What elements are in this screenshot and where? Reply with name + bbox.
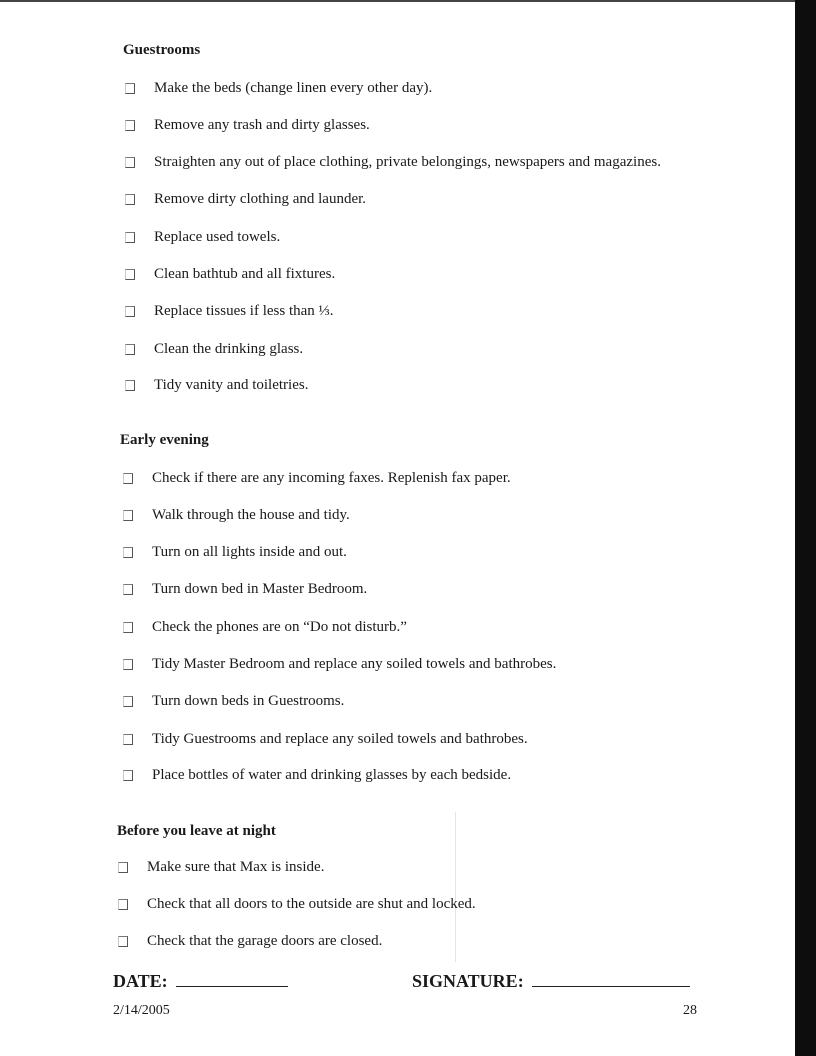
checklist-item bbox=[125, 191, 366, 208]
checklist-item-text: Tidy Master Bedroom and replace any soiled towels and bathrobes. bbox=[152, 656, 557, 672]
checkbox-icon[interactable] bbox=[125, 380, 135, 391]
checklist-item bbox=[125, 80, 432, 97]
signature-field bbox=[412, 970, 690, 992]
checklist-item bbox=[123, 619, 407, 636]
checkbox-icon[interactable] bbox=[123, 696, 133, 707]
checklist-item bbox=[123, 731, 528, 748]
checkbox-icon[interactable] bbox=[125, 157, 135, 168]
checklist-item-text: Place bottles of water and drinking glasses by each bedside. bbox=[152, 767, 512, 783]
checklist-item bbox=[118, 896, 476, 913]
checkbox-icon[interactable] bbox=[123, 659, 133, 670]
checklist-item-text: Make the beds (change linen every other day). bbox=[154, 80, 433, 96]
checkbox-icon[interactable] bbox=[123, 547, 133, 558]
checklist-item-text: Check the phones are on “Do not disturb.” bbox=[152, 619, 407, 635]
checklist-item-text: Turn down bed in Master Bedroom. bbox=[152, 581, 368, 597]
checklist-item-text: Check that the garage doors are closed. bbox=[147, 933, 383, 949]
page-number: 28 bbox=[683, 1003, 697, 1018]
checklist-item bbox=[123, 656, 556, 673]
checklist-item-text: Remove dirty clothing and launder. bbox=[154, 191, 367, 207]
checklist-item-text: Clean bathtub and all fixtures. bbox=[154, 266, 336, 282]
checklist-item bbox=[125, 154, 661, 171]
section-heading-early-evening: Early evening bbox=[120, 432, 209, 448]
checkbox-icon[interactable] bbox=[125, 83, 135, 94]
date-field bbox=[113, 970, 288, 992]
checklist-item-text: Replace used towels. bbox=[154, 229, 281, 245]
checklist-item-text: Check that all doors to the outside are shut and locked. bbox=[147, 896, 476, 912]
checkbox-icon[interactable] bbox=[123, 622, 133, 633]
checklist-item bbox=[123, 507, 350, 524]
signature-line[interactable] bbox=[532, 970, 690, 987]
checkbox-icon[interactable] bbox=[125, 120, 135, 131]
checkbox-icon[interactable] bbox=[125, 344, 135, 355]
checkbox-icon[interactable] bbox=[123, 510, 133, 521]
signature-label: SIGNATURE: bbox=[412, 971, 524, 991]
checkbox-icon[interactable] bbox=[125, 194, 135, 205]
date-line[interactable] bbox=[176, 970, 288, 987]
section-heading-before-you-leave: Before you leave at night bbox=[117, 823, 276, 839]
scan-edge bbox=[795, 0, 816, 1056]
checklist-item bbox=[118, 933, 382, 950]
checklist-item bbox=[125, 266, 335, 283]
footer-date: 2/14/2005 bbox=[113, 1003, 170, 1018]
checklist-item bbox=[125, 377, 308, 394]
checkbox-icon[interactable] bbox=[118, 862, 128, 873]
checkbox-icon[interactable] bbox=[125, 269, 135, 280]
checkbox-icon[interactable] bbox=[125, 306, 135, 317]
checklist-item-text: Check if there are any incoming faxes. Replenish fax paper. bbox=[152, 470, 511, 486]
checkbox-icon[interactable] bbox=[123, 770, 133, 781]
checkbox-icon[interactable] bbox=[123, 584, 133, 595]
checkbox-icon[interactable] bbox=[118, 936, 128, 947]
checklist-item bbox=[125, 341, 303, 358]
checklist-item bbox=[123, 693, 344, 710]
checklist-item-text: Straighten any out of place clothing, private belongings, newspapers and magazines. bbox=[154, 154, 661, 170]
checklist-item bbox=[123, 767, 511, 784]
checklist-item-text: Walk through the house and tidy. bbox=[152, 507, 350, 523]
checklist-item bbox=[123, 581, 367, 598]
section-heading-guestrooms: Guestrooms bbox=[123, 42, 201, 58]
checklist-item-text: Remove any trash and dirty glasses. bbox=[154, 117, 370, 133]
checkbox-icon[interactable] bbox=[123, 473, 133, 484]
checklist-item-text: Turn down beds in Guestrooms. bbox=[152, 693, 345, 709]
checklist-item bbox=[123, 470, 511, 487]
checklist-item bbox=[123, 544, 347, 561]
checklist-item-text: Clean the drinking glass. bbox=[154, 341, 304, 357]
checklist-item-text: Turn on all lights inside and out. bbox=[152, 544, 347, 560]
checkbox-icon[interactable] bbox=[123, 734, 133, 745]
checkbox-icon[interactable] bbox=[118, 899, 128, 910]
checklist-item bbox=[125, 303, 334, 320]
checklist-item-text: Tidy vanity and toiletries. bbox=[154, 377, 309, 393]
checklist-item bbox=[125, 229, 280, 246]
checklist-item bbox=[118, 859, 324, 876]
checklist-item-text: Make sure that Max is inside. bbox=[147, 859, 325, 875]
scan-artifact bbox=[455, 812, 456, 962]
checkbox-icon[interactable] bbox=[125, 232, 135, 243]
date-label: DATE: bbox=[113, 971, 168, 991]
checklist-item bbox=[125, 117, 370, 134]
checklist-item-text: Tidy Guestrooms and replace any soiled towels and bathrobes. bbox=[152, 731, 528, 747]
checklist-item-text: Replace tissues if less than ⅓. bbox=[154, 303, 334, 319]
